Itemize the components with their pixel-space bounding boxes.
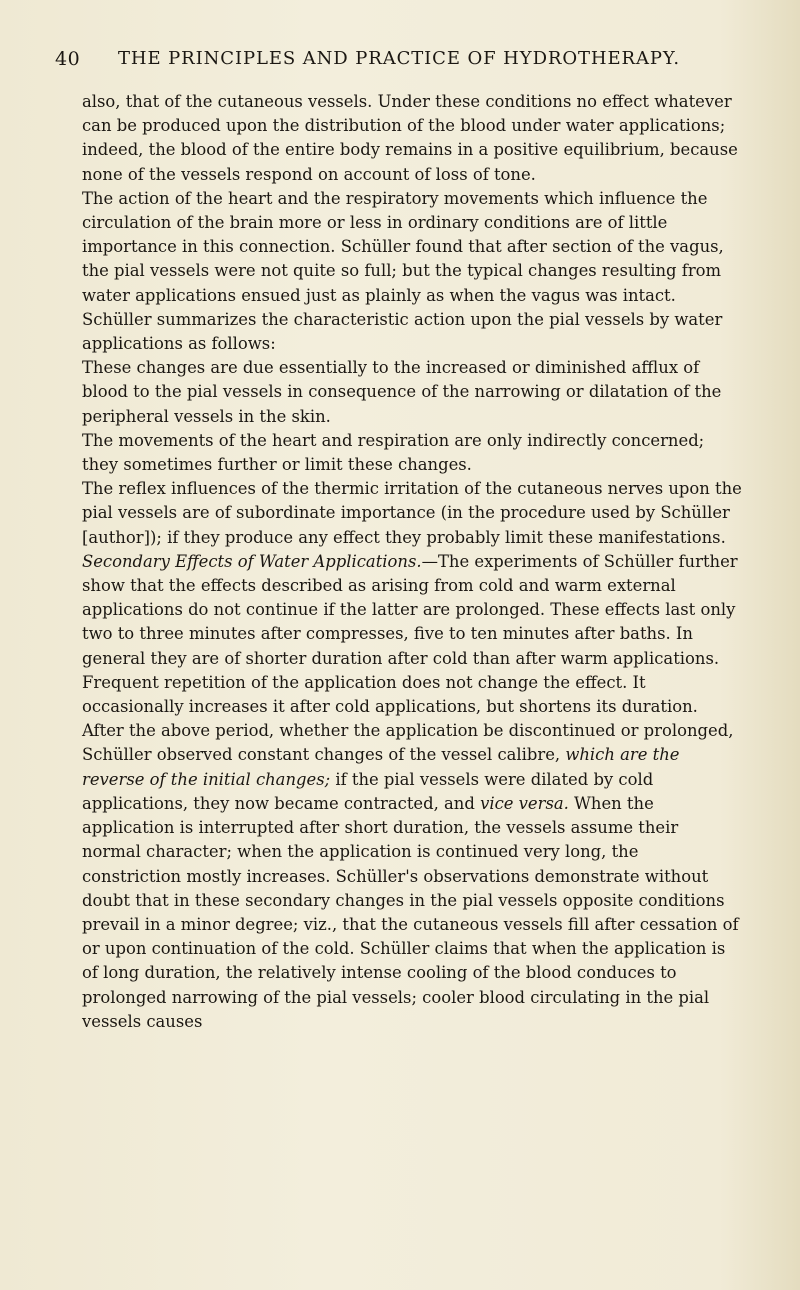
paragraph-text: —The experiments of Schüller further show that the effects described as arising from cold and warm external applications do not continue if the latter are prolonged. These effects last only two to three minutes after compresses, five to ten minutes after baths. In general they are of shorter duration after cold than after warm applications. Frequent repetition of the application does not change the effect. It occasionally increases it after cold applications, but shortens its duration. After the above period, whether the application be discontinued or prolonged, Schüller observed constant changes of the vessel calibre,	[82, 551, 738, 765]
paragraph: Schüller summarizes the characteristic action upon the pial vessels by water applications as follows:	[82, 309, 723, 354]
section-subheading: Secondary Effects of Water Applications.	[82, 551, 422, 571]
page-number: 40	[55, 48, 81, 70]
body-text	[82, 90, 742, 1034]
paragraph-text: if the pial vessels were dilated by cold applications, they now became contracted, and	[82, 769, 654, 813]
paragraph: The action of the heart and the respiratory movements which influence the circulation of the brain more or less in ordinary conditions are of little importance in this connection. Schüller found that after section of the vagus, the pial vessels were not quite so full; but the typical changes resulting from water applications ensued just as plainly as when the vagus was intact.	[82, 188, 724, 305]
running-title: THE PRINCIPLES AND PRACTICE OF HYDROTHERAPY.	[118, 48, 680, 69]
paragraph-text: When the application is interrupted after short duration, the vessels assume their normal character; when the application is continued very long, the constriction mostly increases. Schüller's observations demonstrate without doubt that in these secondary changes in the pial vessels opposite conditions prevail in a minor degree; viz., that the cutaneous vessels fill after cessation of or upon continuation of the cold. Schüller claims that when the application is of long duration, the relatively intense cooling of the blood conduces to prolonged narrowing of the pial vessels; cooler blood circulating in the pial vessels causes	[82, 793, 739, 1031]
secondary-effects-paragraph	[82, 550, 742, 1034]
paragraph: The movements of the heart and respiration are only indirectly concerned; they sometimes further or limit these changes.	[82, 430, 705, 475]
emphasis-text: which are the reverse of the initial changes;	[82, 745, 680, 789]
paragraph: The reflex influences of the thermic irritation of the cutaneous nerves upon the pial vessels are of subordinate importance (in the procedure used by Schüller [author]); if they produce any effect they probably limit these manifestations.	[82, 479, 742, 547]
emphasis-text: vice versa.	[480, 793, 569, 813]
paragraph: These changes are due essentially to the increased or diminished afflux of blood to the pial vessels in consequence of the narrowing or dilatation of the peripheral vessels in the skin.	[82, 358, 722, 426]
running-head	[0, 48, 800, 78]
paragraph: also, that of the cutaneous vessels. Under these conditions no effect whatever can be produced upon the distribution of the blood under water applications; indeed, the blood of the entire body remains in a positive equilibrium, because none of the vessels respond on account of loss of tone.	[82, 92, 738, 184]
